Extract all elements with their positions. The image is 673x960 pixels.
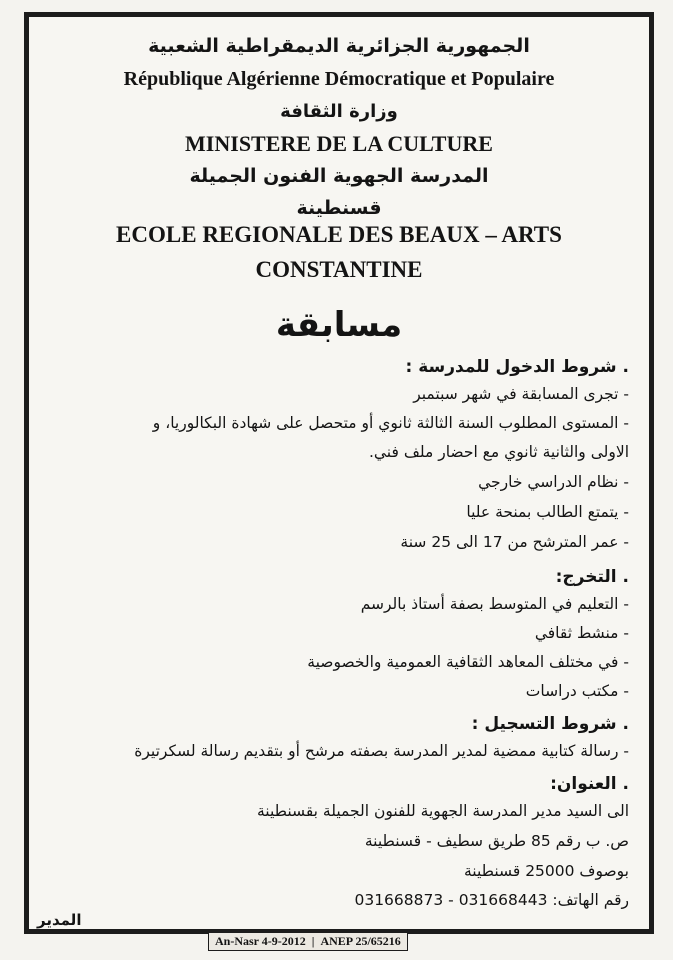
list-item: - رسالة كتابية ممضية لمدير المدرسة بصفته مرشح أو بتقديم رسالة لسكرتيرة (134, 742, 629, 760)
section-heading-address: . العنوان: (550, 774, 629, 794)
list-item: الاولى والثانية ثانوي مع احضار ملف فني. (368, 443, 629, 461)
section-heading-graduation: . التخرج: (555, 567, 629, 587)
list-item: - نظام الدراسي خارجي (478, 473, 629, 491)
phone-line: رقم الهاتف: 031668443 - 031668873 (354, 891, 629, 909)
list-item: - يتمتع الطالب بمنحة عليا (466, 503, 629, 521)
republic-french: République Algérienne Démocratique et Populaire (123, 68, 555, 90)
republic-arabic: الجمهورية الجزائرية الديمقراطية الشعبية (148, 35, 530, 57)
school-arabic: المدرسة الجهوية الفنون الجميلة (189, 165, 489, 187)
city-arabic: قسنطينة (296, 197, 382, 219)
address-line: ص. ب رقم 85 طريق سطيف - قسنطينة (364, 832, 629, 850)
ministry-arabic: وزارة الثقافة (280, 101, 398, 122)
list-item: - تجرى المسابقة في شهر سبتمبر (413, 385, 629, 403)
city-french: CONSTANTINE (255, 257, 423, 282)
address-line: الى السيد مدير المدرسة الجهوية للفنون الجميلة بقسنطينة (256, 802, 629, 820)
newspaper-date: An-Nasr 4-9-2012 (215, 934, 306, 948)
section-heading-registration: . شروط التسجيل : (471, 714, 629, 734)
list-item: - عمر المترشح من 17 الى 25 سنة (400, 533, 629, 551)
signature-director: المدير (37, 911, 82, 929)
page-title: مسابقة (275, 305, 403, 345)
list-item: - منشط ثقافي (534, 624, 629, 642)
list-item: - في مختلف المعاهد الثقافية العمومية والخصوصية (307, 653, 629, 671)
anep-reference: ANEP 25/65216 (320, 934, 401, 948)
divider: | (311, 934, 315, 948)
announcement-frame (24, 12, 654, 934)
section-heading-entry: . شروط الدخول للمدرسة : (405, 357, 629, 377)
list-item: - المستوى المطلوب السنة الثالثة ثانوي أو متحصل على شهادة البكالوريا، و (152, 414, 629, 432)
address-line: بوصوف 25000 قسنطينة (463, 862, 629, 880)
list-item: - التعليم في المتوسط بصفة أستاذ بالرسم (360, 595, 629, 613)
publication-reference (208, 932, 408, 951)
ministry-french: MINISTERE DE LA CULTURE (185, 131, 493, 156)
list-item: - مكتب دراسات (525, 682, 629, 700)
school-french: ECOLE REGIONALE DES BEAUX – ARTS (116, 222, 562, 247)
